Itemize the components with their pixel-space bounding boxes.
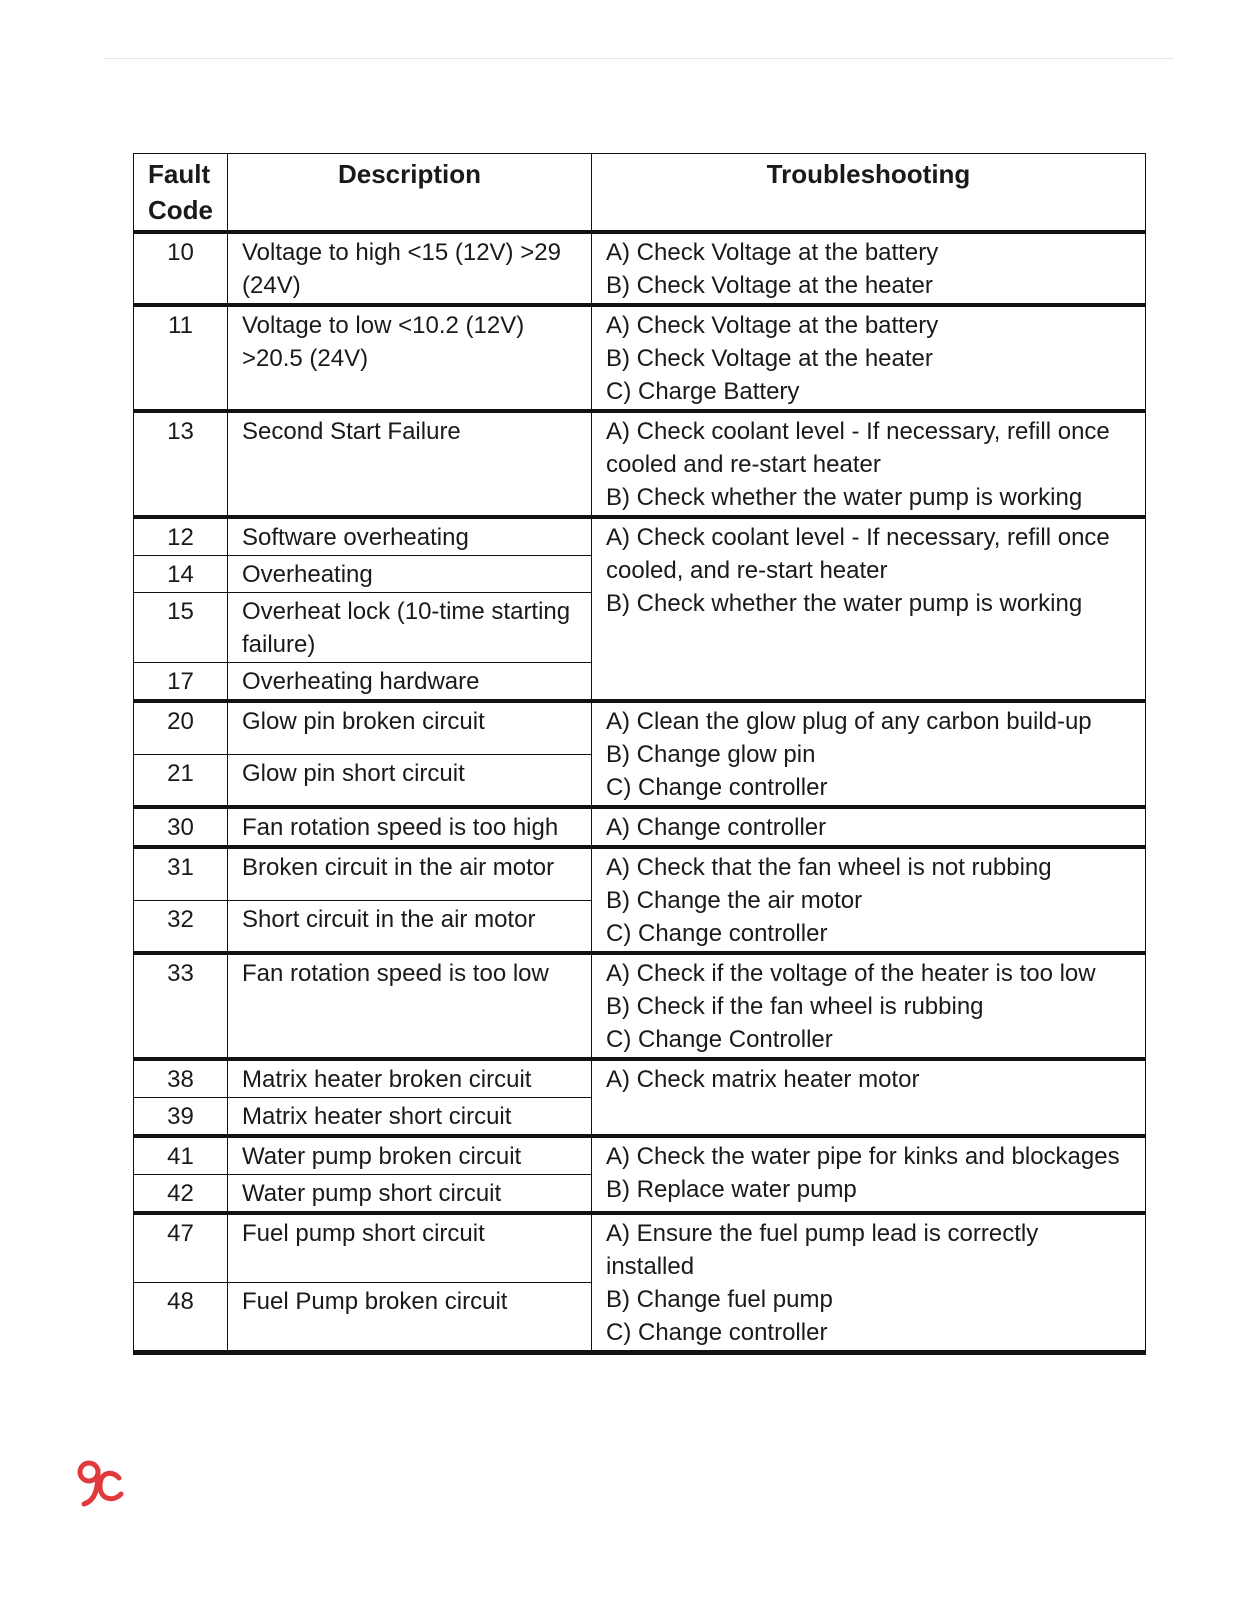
troubleshooting-step: A) Check the water pipe for kinks and blockages [606,1143,1120,1170]
table-row [134,411,1146,517]
table-row [134,1059,1146,1098]
troubleshooting-cell [592,807,1146,847]
fault-code-cell: 17 [134,663,228,702]
header-description: Description [228,154,592,233]
troubleshooting-step: A) Change controller [606,814,827,841]
description-cell: Second Start Failure [228,411,592,517]
table-body [134,232,1146,1353]
description-cell: Fan rotation speed is too high [228,807,592,847]
header-fault-code: Fault Code [134,154,228,233]
header-divider [104,58,1174,59]
table-row [134,1136,1146,1175]
troubleshooting-cell [592,411,1146,517]
description-cell: Water pump broken circuit [228,1136,592,1175]
description-cell: Broken circuit in the air motor [228,847,592,900]
description-cell: Short circuit in the air motor [228,900,592,953]
troubleshooting-step: B) Replace water pump [606,1176,857,1203]
troubleshooting-step: B) Check Voltage at the heater [606,272,933,299]
description-cell: Voltage to low <10.2 (12V) >20.5 (24V) [228,305,592,411]
gc-logo-icon [74,1458,126,1510]
table-row [134,305,1146,411]
description-cell: Matrix heater broken circuit [228,1059,592,1098]
troubleshooting-step: C) Charge Battery [606,378,800,405]
fault-code-cell: 13 [134,411,228,517]
table-row [134,1213,1146,1282]
troubleshooting-cell [592,1059,1146,1136]
table-row [134,701,1146,754]
troubleshooting-step: C) Change controller [606,1319,828,1346]
table-row [134,807,1146,847]
fault-code-table [133,153,1146,1355]
troubleshooting-step: A) Check Voltage at the battery [606,312,939,339]
troubleshooting-step: B) Change fuel pump [606,1286,833,1313]
table-row [134,232,1146,305]
description-cell: Software overheating [228,517,592,556]
fault-code-cell: 15 [134,593,228,663]
fault-code-cell: 42 [134,1175,228,1214]
troubleshooting-cell [592,305,1146,411]
fault-code-cell: 48 [134,1282,228,1352]
fault-code-cell: 47 [134,1213,228,1282]
fault-code-cell: 33 [134,953,228,1059]
description-cell: Overheat lock (10-time starting failure) [228,593,592,663]
fault-code-cell: 21 [134,754,228,807]
troubleshooting-step: B) Change glow pin [606,741,816,768]
fault-code-cell: 14 [134,556,228,593]
fault-code-cell: 11 [134,305,228,411]
description-cell: Overheating [228,556,592,593]
troubleshooting-cell [592,847,1146,953]
fault-code-cell: 38 [134,1059,228,1098]
fault-code-cell: 12 [134,517,228,556]
description-cell: Glow pin short circuit [228,754,592,807]
troubleshooting-cell [592,1136,1146,1213]
troubleshooting-step: A) Clean the glow plug of any carbon build-up [606,708,1092,735]
troubleshooting-cell [592,1213,1146,1353]
description-cell: Water pump short circuit [228,1175,592,1214]
fault-code-cell: 30 [134,807,228,847]
fault-code-cell: 41 [134,1136,228,1175]
troubleshooting-step: B) Check whether the water pump is working [606,590,1083,617]
fault-code-cell: 31 [134,847,228,900]
troubleshooting-step: A) Ensure the fuel pump lead is correctly installed [606,1220,1039,1280]
troubleshooting-step: C) Change controller [606,920,828,947]
fault-code-cell: 10 [134,232,228,305]
troubleshooting-step: B) Change the air motor [606,887,863,914]
troubleshooting-step: C) Change controller [606,774,828,801]
description-cell: Fuel pump short circuit [228,1213,592,1282]
fault-code-cell: 32 [134,900,228,953]
troubleshooting-step: A) Check Voltage at the battery [606,239,939,266]
troubleshooting-step: B) Check whether the water pump is working [606,484,1083,511]
troubleshooting-step: A) Check coolant level - If necessary, refill once cooled, and re-start heater [606,524,1110,584]
fault-code-cell: 39 [134,1098,228,1137]
troubleshooting-step: B) Check Voltage at the heater [606,345,933,372]
troubleshooting-step: A) Check that the fan wheel is not rubbing [606,854,1052,881]
troubleshooting-step: A) Check coolant level - If necessary, refill once cooled and re-start heater [606,418,1110,478]
header-troubleshooting: Troubleshooting [592,154,1146,233]
table-row [134,847,1146,900]
troubleshooting-step: B) Check if the fan wheel is rubbing [606,993,984,1020]
troubleshooting-cell [592,232,1146,305]
table-row [134,953,1146,1059]
troubleshooting-cell [592,517,1146,701]
troubleshooting-step: A) Check matrix heater motor [606,1066,920,1093]
table-row [134,517,1146,556]
description-cell: Overheating hardware [228,663,592,702]
troubleshooting-cell [592,953,1146,1059]
fault-code-cell: 20 [134,701,228,754]
description-cell: Fan rotation speed is too low [228,953,592,1059]
description-cell: Voltage to high <15 (12V) >29 (24V) [228,232,592,305]
description-cell: Fuel Pump broken circuit [228,1282,592,1352]
description-cell: Matrix heater short circuit [228,1098,592,1137]
table-header-row [134,154,1146,233]
troubleshooting-step: A) Check if the voltage of the heater is too low [606,960,1096,987]
troubleshooting-step: C) Change Controller [606,1026,833,1053]
troubleshooting-cell [592,701,1146,807]
description-cell: Glow pin broken circuit [228,701,592,754]
